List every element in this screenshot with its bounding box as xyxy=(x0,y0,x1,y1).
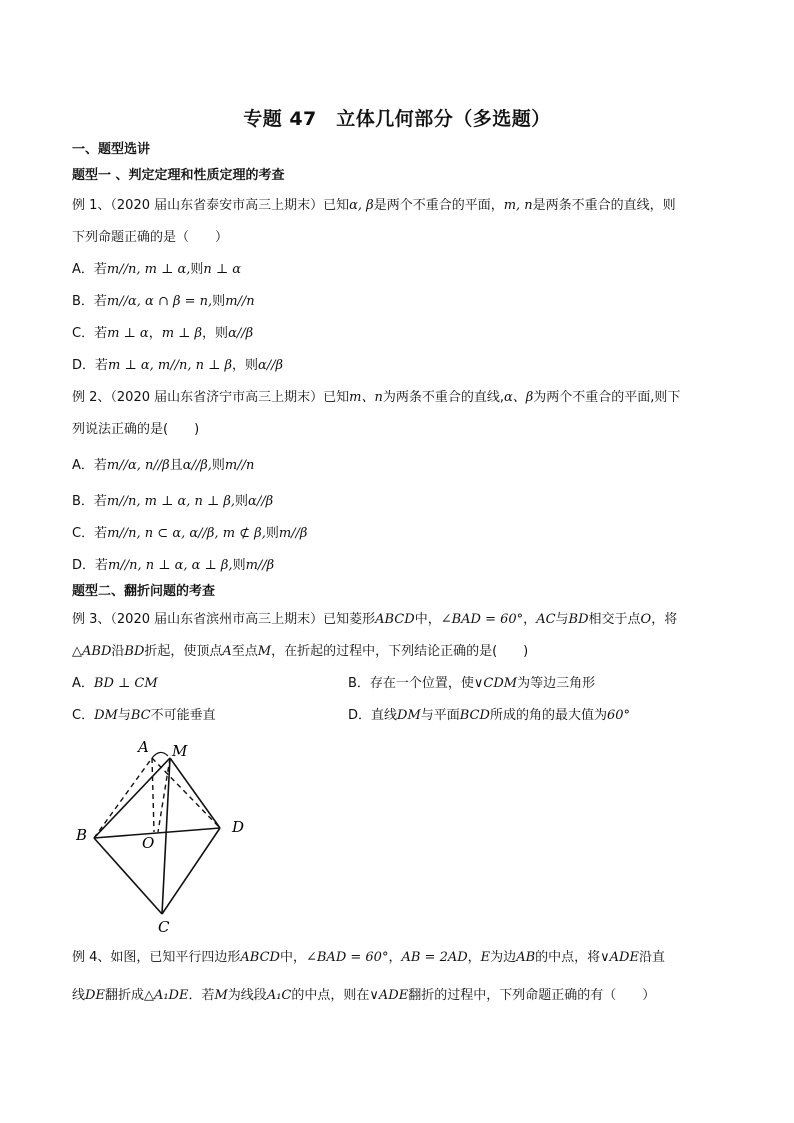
section-heading: 一、题型选讲 xyxy=(72,142,151,157)
q2-stem-line1: 例 2、（2020 届山东省济宁市高三上期末）已知m、n为两条不重合的直线,α、β为两个不重合的平面,则下 xyxy=(72,390,681,405)
q1-option-c: C．若m ⊥ α，m ⊥ β，则α//β xyxy=(72,326,254,341)
pyramid-figure xyxy=(72,736,272,936)
fold-arrow-icon xyxy=(152,752,168,758)
q2-option-a: A．若m//α, n//β且α//β,则m//n xyxy=(72,458,255,473)
label-m: M xyxy=(172,742,188,760)
q3-option-b: B．存在一个位置，使∨CDM为等边三角形 xyxy=(348,676,596,691)
q2-option-c: C．若m//n, n ⊂ α, α//β, m ⊄ β,则m//β xyxy=(72,526,308,541)
q1-option-d: D．若m ⊥ α, m//n, n ⊥ β，则α//β xyxy=(72,358,284,373)
q1-option-b: B．若m//α, α ∩ β = n,则m//n xyxy=(72,294,255,309)
edge-bm xyxy=(94,758,170,838)
q4-stem-line1: 例 4、如图，已知平行四边形ABCD中，∠BAD = 60°，AB = 2AD，E为边AB的中点，将∨ADE沿直 xyxy=(72,950,665,965)
edge-bd xyxy=(94,828,220,838)
edge-dc xyxy=(162,828,220,914)
q1-stem-line1: 例 1、（2020 届山东省泰安市高三上期末）已知α, β是两个不重合的平面，m, n是两条不重合的直线，则 xyxy=(72,198,676,213)
q3-option-c: C．DM与BC不可能垂直 xyxy=(72,708,216,723)
edge-ao-dashed xyxy=(152,758,154,832)
label-o: O xyxy=(142,834,155,852)
label-a: A xyxy=(138,738,149,756)
type2-heading: 题型二、翻折问题的考查 xyxy=(72,584,216,599)
q2-option-b: B．若m//n, m ⊥ α, n ⊥ β,则α//β xyxy=(72,494,274,509)
q1-option-a: A．若m//n, m ⊥ α,则n ⊥ α xyxy=(72,262,242,277)
q3-option-a: A．BD ⊥ CM xyxy=(72,676,158,691)
edge-ba-dashed xyxy=(94,758,152,838)
edge-md xyxy=(170,758,220,828)
label-c: C xyxy=(158,918,170,936)
type1-heading: 题型一 、判定定理和性质定理的考查 xyxy=(72,168,285,183)
q1-stem-line2: 下列命题正确的是（ ） xyxy=(72,230,229,245)
page-title: 专题 47 立体几何部分（多选题） xyxy=(243,108,551,130)
q4-stem-line2: 线DE翻折成△A₁DE．若M为线段A₁C的中点，则在∨ADE翻折的过程中，下列命题正确的有（ ） xyxy=(72,988,656,1003)
q3-stem-line1: 例 3、（2020 届山东省滨州市高三上期末）已知菱形ABCD中，∠BAD = 60°，AC与BD相交于点O，将 xyxy=(72,612,678,627)
q2-option-d: D．若m//n, n ⊥ α, α ⊥ β,则m//β xyxy=(72,558,275,573)
q3-option-d: D．直线DM与平面BCD所成的角的最大值为60° xyxy=(348,708,630,723)
edge-mc xyxy=(162,758,170,914)
edge-ad-dashed xyxy=(152,758,220,828)
q3-stem-line2: △ABD沿BD折起，使顶点A至点M，在折起的过程中，下列结论正确的是( ) xyxy=(72,644,529,659)
label-d: D xyxy=(232,818,245,836)
q2-stem-line2: 列说法正确的是( ) xyxy=(72,422,200,437)
label-b: B xyxy=(76,826,88,844)
